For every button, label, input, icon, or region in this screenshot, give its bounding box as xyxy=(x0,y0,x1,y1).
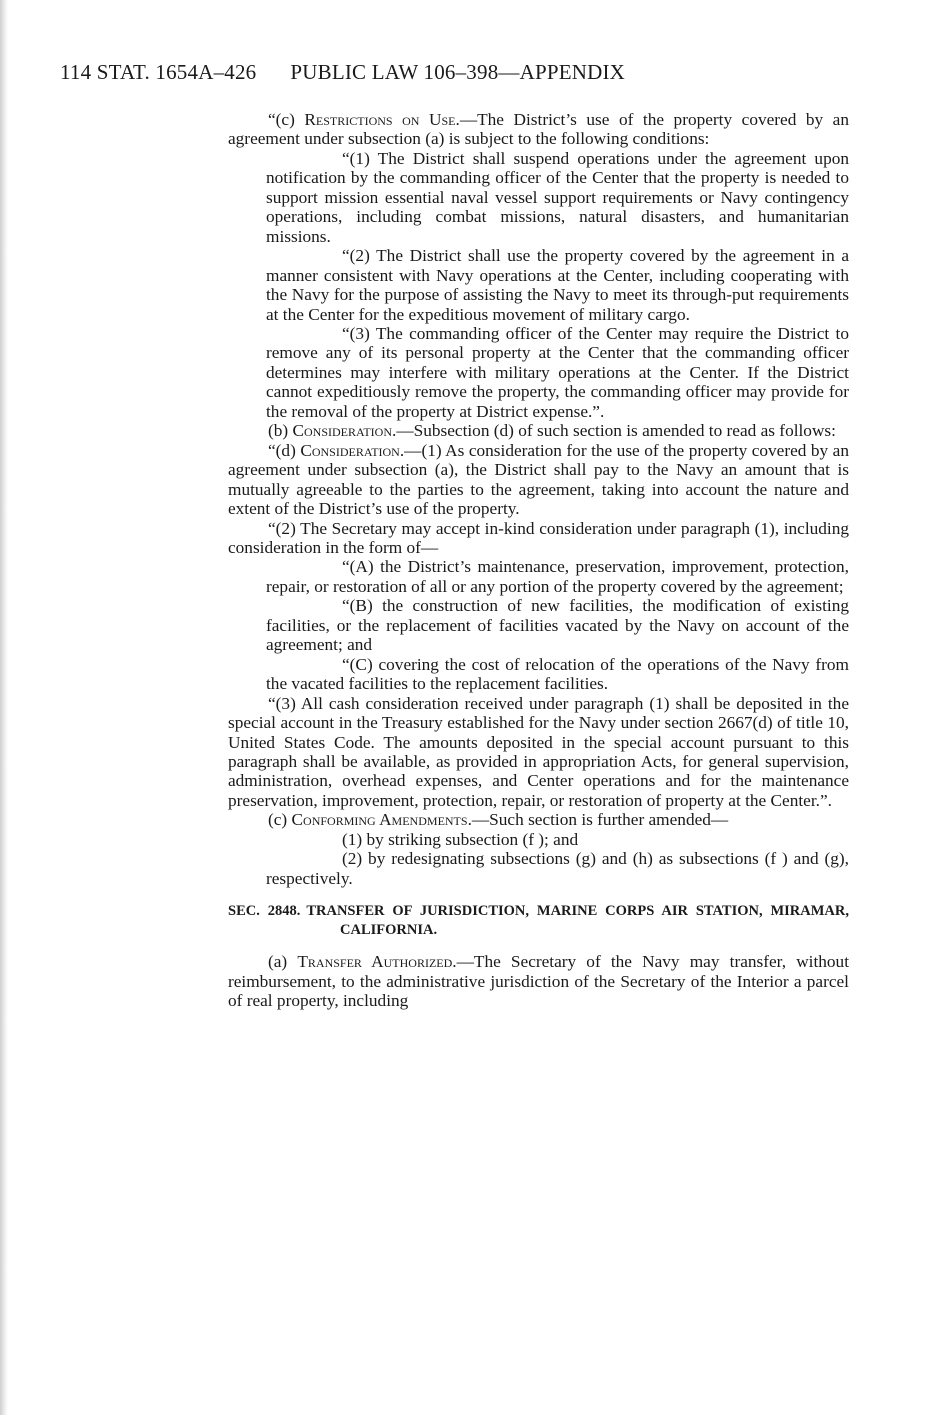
document-body xyxy=(228,110,849,1010)
public-law-title: PUBLIC LAW 106–398—APPENDIX xyxy=(290,60,626,84)
subparagraph-B: “(B) the construction of new facilities, the modification of existing facilities, or the replacement of facilities vacated by the Navy on account of the agreement; and xyxy=(266,596,849,655)
paragraph-c-conforming: (c) Conforming Amendments.—Such section is further amended— xyxy=(268,810,729,830)
conforming-item-1: (1) by striking subsection (f ); and xyxy=(342,829,579,849)
caption-transfer-authorized: Transfer Authorized xyxy=(297,952,453,972)
paragraph-transfer-authorized: (a) Transfer Authorized.—The Secretary of the Navy may transfer, without reimbursement, to the administrative jurisdiction of the Secretary of the Interior a parcel of real property, including xyxy=(228,952,850,1011)
paragraph-d-3: “(3) All cash consideration received under paragraph (1) shall be deposited in the special account in the Treasury established for the Navy under section 2667(d) of title 10, United States Code. The amounts deposited in the special account pursuant to this paragraph shall be available, as provided in appropriation Acts, for general supervision, administration, overhead expenses, and Center operations and for the maintenance preservation, improvement, protection, repair, or restoration of property at the Center.”. xyxy=(228,693,849,810)
caption-conforming-amendments: Conforming Amendments xyxy=(291,810,468,830)
section-title: TRANSFER OF JURISDICTION, MARINE CORPS AIR STATION, MIRAMAR, CALIFORNIA. xyxy=(306,903,849,939)
caption-consideration-d: Consideration xyxy=(300,440,400,460)
condition-2: “(2) The District shall use the property covered by the agreement in a manner consistent with Navy operations at the Center, including cooperating with the Navy for the purpose of assisting the Navy to meet its through-put requirements at the Center for the expeditious movement of military cargo. xyxy=(266,246,849,324)
paragraph-b-consideration: (b) Consideration.—Subsection (d) of such section is amended to read as follows: xyxy=(268,421,836,441)
caption-restrictions-on-use: Restrictions on Use xyxy=(304,110,456,129)
page-binding-shadow xyxy=(0,0,8,1415)
page-header xyxy=(60,60,860,85)
paragraph-restrictions-on-use: “(c) Restrictions on Use.—The District’s use of the property covered by an agreement under subsection (a) is subject to the following conditions: xyxy=(228,110,849,149)
subparagraph-C: “(C) covering the cost of relocation of the operations of the Navy from the vacated facilities to the replacement facilities. xyxy=(266,654,849,694)
subparagraph-A: “(A) the District’s maintenance, preservation, improvement, protection, repair, or restoration of all or any portion of the property covered by the agreement; xyxy=(266,557,849,596)
condition-3: “(3) The commanding officer of the Center may require the District to remove any of its personal property at the Center that the commanding officer determines may interfere with military operations at the Center. If the District cannot expeditiously remove the property, the commanding officer may provide for the removal of the property at District expense.”. xyxy=(266,323,849,421)
conforming-item-2: (2) by redesignating subsections (g) and (h) as subsections (f ) and (g), respectively. xyxy=(266,849,849,888)
section-heading xyxy=(228,902,849,940)
paragraph-d-consideration: “(d) Consideration.—(1) As consideration for the use of the property covered by an agreement under subsection (a), the District shall pay to the Navy an amount that is mutually agreeable to the parties to the agreement, taking into account the nature and extent of the District’s use of the property. xyxy=(228,440,849,519)
section-number: SEC. 2848. xyxy=(228,903,301,920)
condition-1: “(1) The District shall suspend operations under the agreement upon notification by the commanding officer of the Center that the property is needed to support mission essential naval vessel support requirements or Navy contingency operations, including combat missions, natural disasters, and humanitarian missions. xyxy=(266,148,849,246)
caption-consideration: Consideration xyxy=(292,421,393,441)
statute-citation: 114 STAT. 1654A–426 xyxy=(60,60,257,84)
paragraph-d-2: “(2) The Secretary may accept in-kind consideration under paragraph (1), including consideration in the form of— xyxy=(228,518,849,557)
